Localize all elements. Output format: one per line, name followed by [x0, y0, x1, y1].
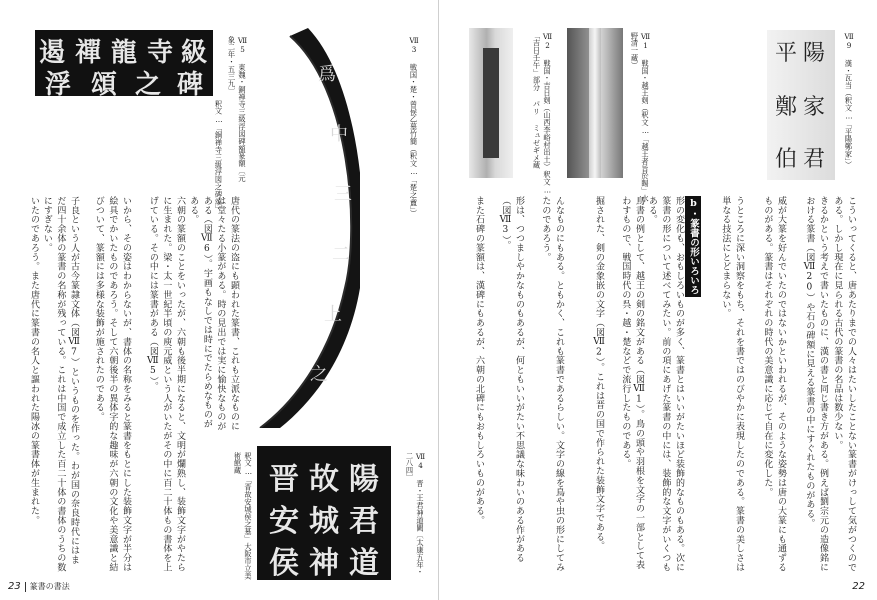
- stele-glyph: 浮: [45, 70, 72, 100]
- tile-rubbing-image: [767, 30, 835, 180]
- right-page: [439, 0, 877, 600]
- slip-glyphs: [300, 40, 360, 400]
- caption-fig-7-5-transcription: 釈文…「銅禅寺三級浮図之碑頌」: [214, 100, 224, 213]
- body-text-column: 六朝の篆額のことをいったが、六朝も後半期になると、文明が爛熟し、装飾文字がやたらに生まれた。梁・太一世紀半頃の庾元威という人がいたがその中に百二十体もの書体を上げている。その中には篆書がある（図Ⅶ5）。: [147, 196, 185, 572]
- caption-fig-7-9: Ⅶ9 漢・瓦当（釈文…「平陽鄭家」）: [844, 32, 854, 169]
- body-text-column: 掘された、剣の金象嵌の文字（図Ⅶ2）。これは晋の国で作られた装飾文字である。: [594, 196, 604, 551]
- body-text-column: 形は、つつましやかなものもあるが、何ともいいがたい不思議な味わいのある作がある（図Ⅶ3）。: [500, 196, 524, 563]
- tile-glyph: 陽: [803, 41, 826, 66]
- sword-hilt: [483, 48, 499, 158]
- pillar-glyph: 城: [309, 504, 339, 539]
- stele-glyph: 遏: [39, 38, 66, 68]
- slip-glyph: 爲: [318, 64, 336, 85]
- pillar-glyph: 侯: [269, 546, 299, 581]
- left-folio: [8, 581, 70, 592]
- caption-fig-7-4-transcription: 釈文…「晋故安城侯之墓」大阪市立美術館蔵: [233, 452, 253, 580]
- caption-fig-7-2: Ⅶ2 戦国・吉日剣（山西李峪村出土）釈文…「吉日壬午」部分 パリ ミュゼギメ蔵: [532, 32, 552, 195]
- slip-glyph: 之: [310, 364, 328, 385]
- sword-photo-1: [567, 28, 623, 178]
- body-text-column: うところに深い洞察をもち、それを書ではのびやかに表現したのである。篆書の美しさは単なる技法にとどまらない。: [720, 196, 744, 572]
- section-heading: [685, 196, 701, 300]
- slip-glyph: 中: [330, 124, 348, 145]
- stele-glyph: 之: [135, 70, 162, 100]
- caption-fig-7-3: Ⅶ3 戦国・楚・曾侯乙墓竹簡（釈文…「楚之盦」）: [409, 36, 419, 218]
- slip-glyph: 二: [332, 244, 350, 265]
- pillar-glyph: 故: [309, 462, 339, 497]
- body-text-column: きるかという考えで書いたものに、漢の書と同じ書き方がある。例えば劉宗元の造像銘における篆書（図Ⅶ20）や石の碑額に見える篆書の中にすぐれたものがある。: [804, 196, 828, 572]
- stele-heading-rubbing: [35, 30, 213, 100]
- body-text-column: また石碑の篆額は、漢碑にもあるが、六朝の北碑にもおもしろいものがある。: [474, 196, 484, 525]
- tile-glyph: 君: [803, 147, 826, 172]
- folio-rule: [25, 582, 26, 592]
- tile-glyph: 平: [775, 41, 798, 66]
- pillar-glyph: 晋: [269, 462, 299, 497]
- body-text-column: んなものにもある。ともかく、これも篆書であるらしい。文字の線を鳥や虫の形にしてみたのであろう。: [540, 196, 564, 572]
- right-folio: [852, 581, 869, 592]
- section-heading-label: b・篆書の形いろいろ: [685, 196, 701, 297]
- body-text-column: いたのであろう。また唐代に篆書の名人と謳われた陽冰の篆書体が生まれた。: [29, 196, 39, 525]
- tomb-pillar-rubbing: [257, 446, 391, 580]
- body-text-column: 形の変化も、おもしろいものが多く、篆書とはいいがたいほど装飾的なものもある。次に篆書の形について述べてみたい。前の項にあげた篆書の中には、装飾的な文字がいくつもある。: [646, 196, 684, 572]
- tile-glyph: 家: [803, 95, 826, 120]
- pillar-glyph: 道: [349, 546, 379, 581]
- slip-glyph: 三: [334, 184, 352, 205]
- sword-photo-2: [469, 28, 513, 178]
- pillar-glyph: 君: [349, 504, 379, 539]
- stele-glyph: 碑: [177, 70, 204, 100]
- body-text-column: いから、その姿はわからないが、書体の名称をみると篆書をもとにした装飾文字が半分は絵具でかいたものであろう。そして六朝後半の異体字的な趣味が六朝の文化や美意識と結びついて、篆額には多様な装飾が施されたのである。: [93, 196, 131, 572]
- body-text-column: 子良という人が古今篆隷文体（図Ⅶ7）というものを作った。わが国の奈良時代にはまだ四十余体の篆書の名称が残っている。これは中国で成立した百二十体の書体のうちの数にすぎない。: [41, 196, 79, 572]
- caption-fig-7-5: Ⅶ5 東魏・銅禅寺三級浮図碑額篆額〔元象二年・五三九〕: [227, 36, 247, 182]
- slip-glyph: 上: [324, 304, 342, 325]
- left-page: [0, 0, 438, 600]
- tile-glyph: 伯: [775, 147, 798, 172]
- stele-glyph: 龍: [111, 38, 138, 68]
- page-number: 22: [852, 581, 865, 592]
- stele-glyph: 禪: [75, 38, 102, 68]
- page-number: 23: [8, 581, 21, 592]
- stele-glyph: 寺: [147, 38, 174, 68]
- pillar-glyph: 安: [269, 504, 299, 539]
- pillar-glyph: 神: [309, 546, 339, 581]
- tile-glyph: 鄭: [775, 95, 798, 120]
- body-text-column: 威が大篆を好んでいたのではないかといわれるが、そのような姿勢は唐の大篆にも通ずるものがある。篆書はそれぞれの時代の美意識に応じて自在に変化した。: [762, 196, 786, 572]
- body-text-column: こういってくると、唐あたりまでの人々はたいしたことない篆書がけっして気がつくのである。しかし現在に見られる古代の篆書の名品は数少ない。: [832, 196, 856, 572]
- caption-fig-7-1: Ⅶ1 戦国・越王剣（釈文…「越王者旨於睗」水野清一蔵）: [630, 32, 650, 202]
- caption-fig-7-4: Ⅶ4 晋・王君神道闕〔太康五年・二八四〕: [405, 452, 425, 576]
- body-text-column: 鳥書の例として、越王の剣の銘文がある（図Ⅶ1）。鳥の頭や羽根を文字の一部として表わすもので、戦国時代の呉・越・楚などで流行したものである。: [620, 196, 644, 570]
- running-head: 篆書の書法: [29, 582, 70, 591]
- stele-glyph: 頌: [91, 70, 118, 100]
- body-text-column: 唐代の篆法の盗にも顕われた篆書、これも立派なものには堂々たる小篆がある。時の見出では実に愉快なものがある（図Ⅶ6）。宇画もなしでは時にでたらめなものがある。: [188, 196, 239, 431]
- pillar-glyph: 陽: [349, 462, 379, 497]
- sword-blade: [589, 28, 601, 178]
- stele-glyph: 級: [181, 38, 208, 68]
